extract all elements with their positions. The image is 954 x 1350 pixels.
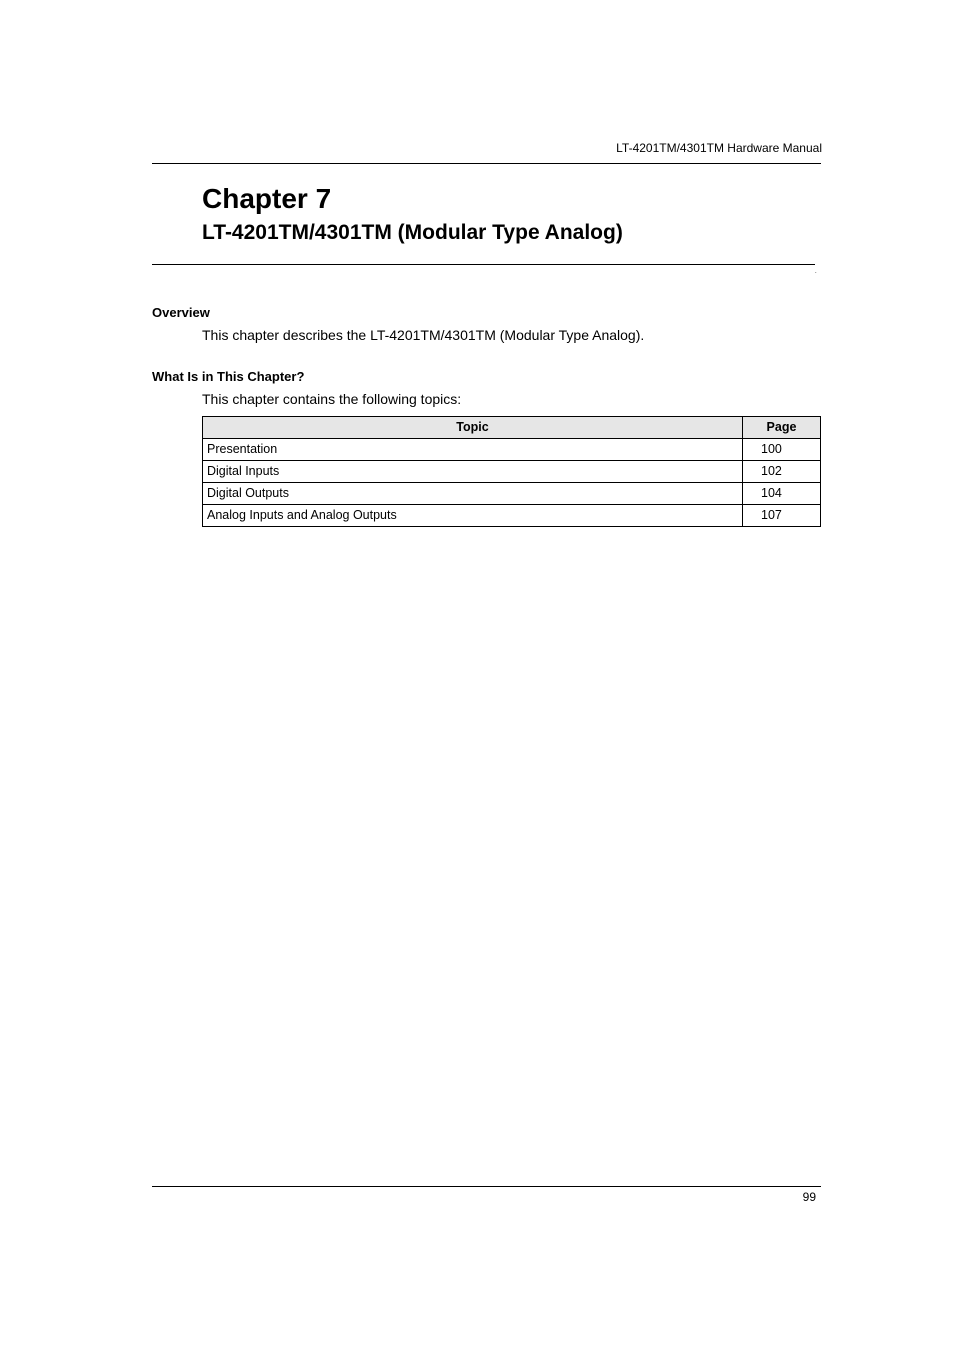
table-row	[203, 505, 821, 527]
table-row	[203, 461, 821, 483]
contents-heading: What Is in This Chapter?	[152, 369, 305, 384]
topic-cell: Presentation	[203, 439, 743, 461]
header-rule	[152, 163, 821, 164]
column-header-page: Page	[743, 417, 821, 439]
page-cell: 107	[743, 505, 821, 527]
chapter-title: LT-4201TM/4301TM (Modular Type Analog)	[202, 221, 623, 244]
chapter-number: Chapter 7	[202, 183, 332, 214]
chapter-rule	[152, 264, 815, 265]
page-cell: 104	[743, 483, 821, 505]
table-row	[203, 483, 821, 505]
topics-table	[202, 416, 821, 527]
contents-intro: This chapter contains the following topics:	[202, 391, 462, 407]
running-header: LT-4201TM/4301TM Hardware Manual	[616, 141, 822, 155]
topic-cell: Digital Inputs	[203, 461, 743, 483]
topic-cell: Digital Outputs	[203, 483, 743, 505]
page-cell: 100	[743, 439, 821, 461]
footer-rule	[152, 1186, 821, 1187]
overview-heading: Overview	[152, 305, 210, 320]
column-header-topic: Topic	[203, 417, 743, 439]
table-header-row	[203, 417, 821, 439]
page-cell: 102	[743, 461, 821, 483]
overview-text: This chapter describes the LT-4201TM/4301TM (Modular Type Analog).	[202, 327, 645, 343]
table-row	[203, 439, 821, 461]
page-number: 99	[802, 1190, 816, 1204]
topic-cell: Analog Inputs and Analog Outputs	[203, 505, 743, 527]
rule-tick-mark: .	[815, 269, 817, 275]
